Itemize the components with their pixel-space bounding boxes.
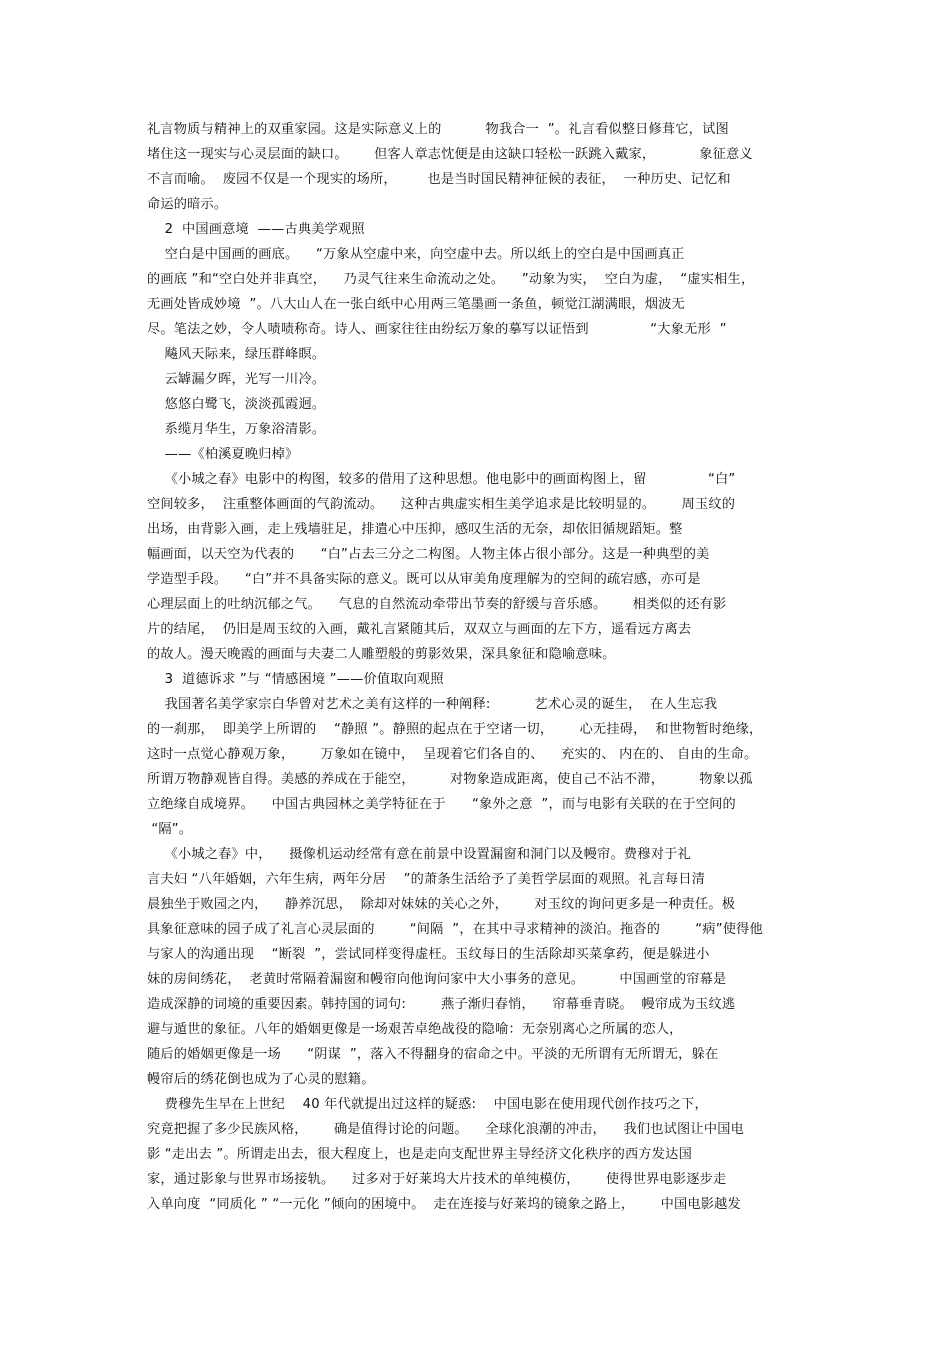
text-line: 言夫妇 “八年婚姻，六年生病，两年分居 ”的萧条生活给予了美哲学层面的观照。礼言每日清 bbox=[147, 872, 706, 887]
text-line: 悠悠白鹭飞，淡淡孤霞迥。 bbox=[147, 397, 326, 412]
text-line: 影 “走出去 ”。所谓走出去，很大程度上，也是走向支配世界主导经济文化秩序的西方发达国 bbox=[147, 1147, 692, 1162]
text-line: 究竟把握了多少民族风格， 确是值得讨论的问题。 全球化浪潮的冲击， 我们也试图让中国电 bbox=[147, 1122, 744, 1137]
text-line: 具象征意味的园子成了礼言心灵层面的 “间隔 ”，在其中寻求精神的淡泊。拖沓的 “病”使得他 bbox=[147, 922, 763, 937]
text-line: 礼言物质与精神上的双重家园。这是实际意义上的 物我合一 ”。礼言看似整日修葺它，试图 bbox=[147, 122, 729, 137]
text-line: 我国著名美学家宗白华曾对艺术之美有这样的一种阐释: 艺术心灵的诞生， 在人生忘我 bbox=[147, 697, 718, 712]
text-line: 随后的婚姻更像是一场 “阴谋 ”，落入不得翻身的宿命之中。平淡的无所谓有无所谓无，躲在 bbox=[147, 1047, 719, 1062]
text-line: 3 道德诉求 ”与 “情感困境 ”——价值取向观照 bbox=[147, 672, 444, 687]
text-line: 妹的房间绣花， 老黄时常隔着漏窗和幔帘向他询问家中大小事务的意见。 中国画堂的帘幕是 bbox=[147, 972, 727, 987]
text-line: 与家人的沟通出现 “断裂 ”，尝试同样变得虚枉。玉纹每日的生活除却买菜拿药，便是躲进小 bbox=[147, 947, 710, 962]
text-line: 云罅漏夕晖，光写一川冷。 bbox=[147, 372, 326, 387]
text-line: 心理层面上的吐纳沉郁之气。 气息的自然流动牵带出节奏的舒缓与音乐感。 相类似的还有影 bbox=[147, 597, 727, 612]
text-line: 堵住这一现实与心灵层面的缺口。 但客人章志忱便是由这缺口轻松一跃跳入戴家， 象征意义 bbox=[147, 147, 753, 162]
text-line: 入单向度 “同质化 ” “一元化 ”倾向的困境中。 走在连接与好莱坞的镜象之路上， 中国电影越发 bbox=[147, 1197, 741, 1212]
text-line: 费穆先生早在上世纪 40 年代就提出过这样的疑惑: 中国电影在使用现代创作技巧之下， bbox=[147, 1097, 708, 1112]
text-line: 造成深静的词境的重要因素。韩持国的词句: 燕子渐归春悄， 帘幕垂青晓。 幔帘成为玉纹逃 bbox=[147, 997, 736, 1012]
text-line: 尽。笔法之妙，令人啧啧称奇。诗人、画家往往由纷纭万象的摹写以证悟到 “大象无形 ” bbox=[147, 322, 727, 337]
text-line: 家，通过影象与世界市场接轨。 过多对于好莱坞大片技术的单纯模仿， 使得世界电影逐步走 bbox=[147, 1172, 727, 1187]
text-line: 的画底 ”和“空白处并非真空， 乃灵气往来生命流动之处。 ”动象为实， 空白为虚， “虚实相生， bbox=[147, 272, 755, 287]
text-line: 学造型手段。 “白”并不具备实际的意义。既可以从审美角度理解为的空间的疏宕感，亦可是 bbox=[147, 572, 701, 587]
text-line: 的一刹那， 即美学上所谓的 “静照 ”。静照的起点在于空诸一切， 心无挂碍， 和世物暂时绝缘， bbox=[147, 722, 763, 737]
text-line: 飚风天际来，绿压群峰瞑。 bbox=[147, 347, 326, 362]
text-line: 系缆月华生，万象浴清影。 bbox=[147, 422, 326, 437]
text-line: 的故人。漫天晚霞的画面与夫妻二人雕塑般的剪影效果，深具象征和隐喻意味。 bbox=[147, 647, 616, 662]
text-line: 出场，由背影入画，走上残墙驻足，排遣心中压抑，感叹生活的无奈，却依旧循规蹈矩。整 bbox=[147, 522, 683, 537]
text-line: 《小城之春》中， 摄像机运动经常有意在前景中设置漏窗和洞门以及幔帘。费穆对于礼 bbox=[147, 847, 691, 862]
text-line: 《小城之春》电影中的构图，较多的借用了这种思想。他电影中的画面构图上，留 “白” bbox=[147, 472, 736, 487]
text-line: 空白是中国画的画底。 “万象从空虚中来，向空虚中去。所以纸上的空白是中国画真正 bbox=[147, 247, 685, 262]
text-line: ——《柏溪夏晚归棹》 bbox=[147, 447, 299, 462]
text-line: 无画处皆成妙境 ”。八大山人在一张白纸中心用两三笔墨画一条鱼，顿觉江湖满眼，烟波无 bbox=[147, 297, 685, 312]
text-line: “隔”。 bbox=[147, 822, 193, 837]
text-line: 晨独坐于败园之内， 静养沉思， 除却对妹妹的关心之外， 对玉纹的询问更多是一种责任。极 bbox=[147, 897, 736, 912]
text-line: 空间较多， 注重整体画面的气韵流动。 这种古典虚实相生美学追求是比较明显的。 周玉纹的 bbox=[147, 497, 736, 512]
text-line: 不言而喻。 废园不仅是一个现实的场所， 也是当时国民精神征候的表征， 一种历史、记忆和 bbox=[147, 172, 731, 187]
text-line: 片的结尾， 仍旧是周玉纹的入画，戴礼言紧随其后，双双立与画面的左下方，遥看远方离去 bbox=[147, 622, 692, 637]
text-line: 幔帘后的绣花倒也成为了心灵的慰籍。 bbox=[147, 1072, 375, 1087]
text-line: 2 中国画意境 ——古典美学观照 bbox=[147, 222, 365, 237]
text-line: 立绝缘自成境界。 中国古典园林之美学特征在于 “象外之意 ”，而与电影有关联的在于空间的 bbox=[147, 797, 736, 812]
text-line: 命运的暗示。 bbox=[147, 197, 228, 212]
text-line: 所谓万物静观皆自得。美感的养成在于能空， 对物象造成距离，使自己不沾不滞， 物象以孤 bbox=[147, 772, 753, 787]
text-line: 避与遁世的象征。八年的婚姻更像是一场艰苦卓绝战役的隐喻：无奈别离心之所属的恋人， bbox=[147, 1022, 683, 1037]
text-line: 这时一点觉心静观万象， 万象如在镜中， 呈现着它们各自的、 充实的、 内在的、 自由的生命。 bbox=[147, 747, 758, 762]
text-line: 幅画面，以天空为代表的 “白”占去三分之二构图。人物主体占很小部分。这是一种典型的美 bbox=[147, 547, 710, 562]
